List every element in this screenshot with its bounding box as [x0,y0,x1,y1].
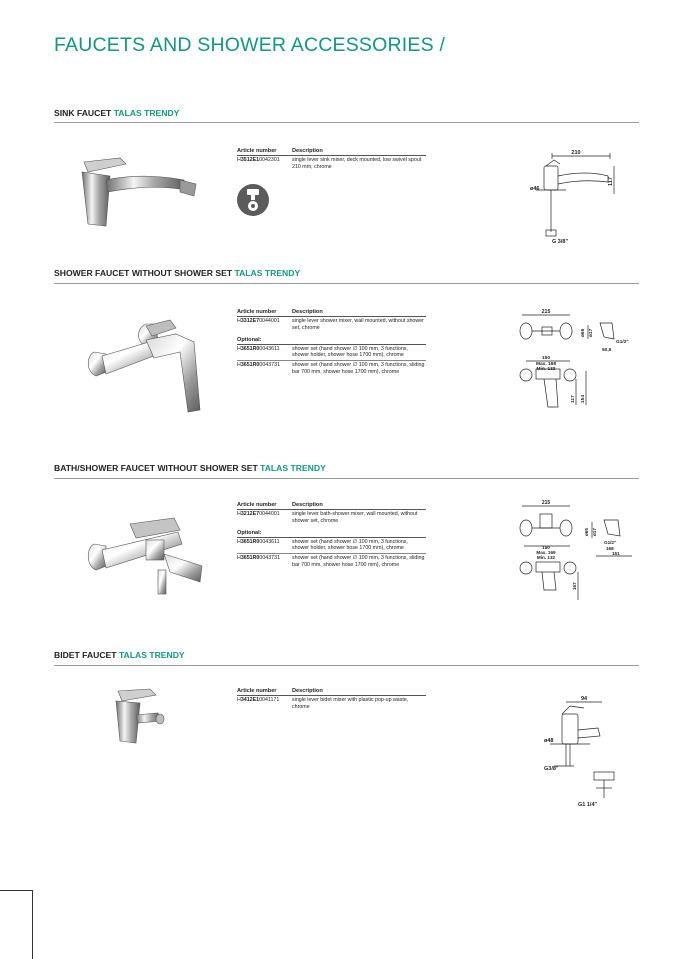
sink-faucet-photo [74,150,204,230]
dim-width: 210 [571,150,581,156]
dim-width: 215 [541,309,551,315]
section-title-bath-shower [54,463,326,473]
product-table-shower [237,309,426,377]
optional-header: Optional: [237,530,426,538]
dim-d2: ø17 [592,528,597,536]
article-number-header: Article number [237,309,277,315]
description-header: Description [292,309,323,315]
dim-diameter: ø46 [530,186,540,192]
article-description: shower set (hand shower ∅ 100 mm, 3 functions, shower holder, shower hose 1700 mm), chrome [292,538,408,552]
bidet-faucet-photo [106,685,176,749]
dim-d3: 50,6 [602,348,612,353]
section-title-text: SINK FAUCET [54,108,112,118]
table-row [237,345,426,362]
table-row [237,538,426,555]
article-description: shower set (hand shower ∅ 100 mm, 3 functions, sliding bar 700 mm, shower hose 1700 mm), chrome [292,555,425,568]
dim-spacing: 150 [542,545,550,550]
product-table-bidet [237,688,426,712]
section-divider [54,665,639,666]
optional-header: Optional: [237,337,426,345]
description-header: Description [292,502,323,508]
section-divider [54,478,639,479]
brand-name: TALAS TRENDY [118,650,185,660]
table-row [237,554,426,570]
article-number: H3651R00043731 [237,555,281,562]
dim-height: 117 [608,177,614,186]
dim-w3: 151 [612,551,620,556]
dim-h1: 167 [572,582,577,590]
article-number-header: Article number [237,688,277,694]
article-description: single lever shower mixer, wall mounted, without shower set, chrome [292,318,424,331]
article-number: H3651R00043611 [237,345,280,352]
feature-badge-icon [236,183,270,217]
table-row [237,696,426,712]
dim-d1: ø65 [581,328,586,337]
description-header: Description [292,148,323,154]
dim-w2: 168 [606,546,614,551]
article-number-header: Article number [237,502,277,508]
page-title: FAUCETS AND SHOWER ACCESSORIES / [54,34,446,56]
section-title-text: SHOWER FAUCET WITHOUT SHOWER SET [54,268,233,278]
product-table-bath-shower [237,502,426,570]
table-header [237,688,426,696]
dim-thread: G 3/8" [552,239,569,245]
page-tab [0,890,33,959]
section-title-sink [54,108,179,118]
description-header: Description [292,688,323,694]
table-header [237,148,426,156]
dim-thread: G1/2" [604,540,617,545]
dim-min: Min. 132 [536,555,556,560]
article-description: single lever bidet mixer with plastic pop-up waste, chrome [292,697,409,710]
section-divider [54,283,639,284]
dim-thread2: G1 1/4" [578,802,598,808]
section-divider [54,122,639,123]
dim-d2: ø17 [589,328,594,337]
shower-dimension-drawing [508,307,638,411]
bidet-dimension-drawing [540,692,620,810]
article-number: H3312E70044001 [237,318,280,324]
dim-diameter: ø48 [544,738,554,744]
dim-spacing: 150 [541,356,551,361]
product-table-sink [237,148,426,172]
article-number: H3212E70044001 [237,511,280,517]
table-header [237,309,426,317]
table-row [237,510,426,526]
dim-width: 94 [580,696,588,702]
article-number: H3512E10042301 [237,157,280,163]
article-description: single lever bath-shower mixer, wall mounted, without shower set, chrome [292,511,418,524]
dim-max: Max. 168 [535,362,557,367]
brand-name: TALAS TRENDY [113,108,180,118]
dim-h2: 154 [581,394,586,403]
dim-thread: G1/2" [616,340,629,345]
dim-h1: 117 [571,395,576,403]
article-number: H3651R00043731 [237,362,281,369]
article-number-header: Article number [237,148,277,154]
section-title-text: BIDET FAUCET [54,650,117,660]
article-number: H3651R00043611 [237,538,280,545]
sink-dimension-drawing [526,146,616,248]
dim-width: 215 [541,500,551,506]
table-row [237,317,426,333]
shower-faucet-photo [84,312,214,416]
brand-name: TALAS TRENDY [260,463,326,473]
article-number: H3412E10041171 [237,697,280,703]
table-header [237,502,426,510]
dim-d1: ø65 [584,528,589,536]
section-title-shower [54,268,300,278]
dim-min: Min. 132 [536,367,556,372]
dim-thread1: G3/8" [544,766,559,772]
table-row [237,361,426,377]
brand-name: TALAS TRENDY [234,268,301,278]
article-description: shower set (hand shower ∅ 100 mm, 3 functions, sliding bar 700 mm, shower hose 1700 mm), chrome [292,362,425,375]
article-description: shower set (hand shower ∅ 100 mm, 3 functions, shower holder, shower hose 1700 mm), chrome [292,345,408,359]
bath-shower-dimension-drawing [508,498,640,602]
dim-max: Max. 169 [536,550,556,555]
bath-shower-faucet-photo [84,510,214,606]
section-title-bidet [54,650,185,660]
table-row [237,156,426,172]
section-title-text: BATH/SHOWER FAUCET WITHOUT SHOWER SET [54,463,258,473]
article-description: single lever sink mixer, deck mounted, low swivel spout 210 mm, chrome [292,157,422,170]
